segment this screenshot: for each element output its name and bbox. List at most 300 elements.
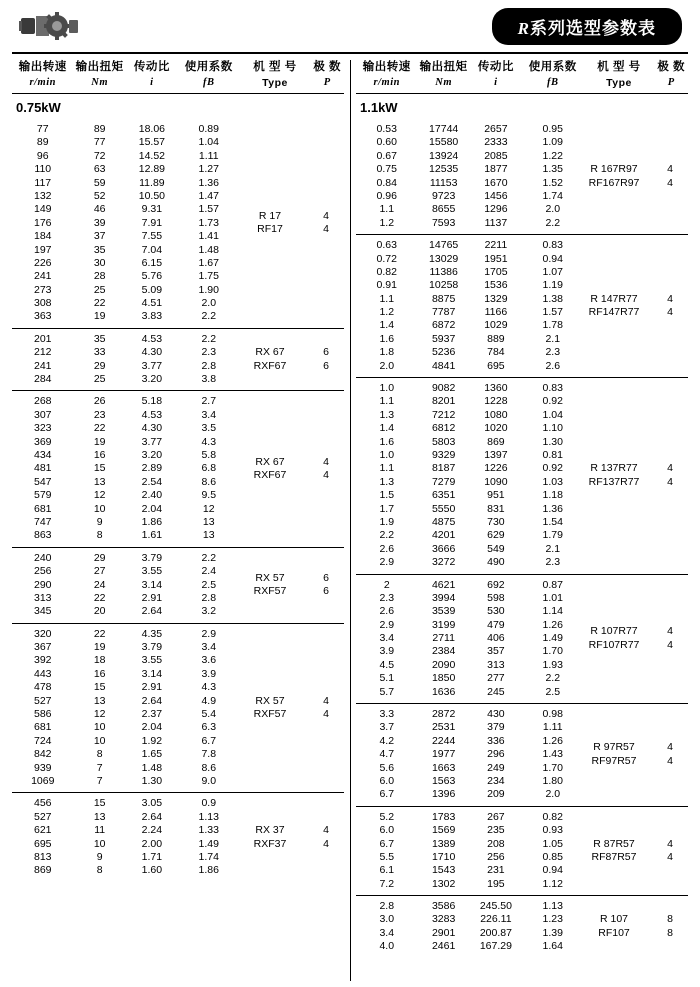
cell-output-speed: 1.5 [379, 489, 395, 502]
cell-ratio: 226.11 [480, 913, 512, 926]
data-block [12, 623, 344, 793]
cell-output-torque: 2461 [431, 940, 456, 953]
cell-output-torque: 25 [93, 373, 106, 386]
cell-service-factor: 1.03 [542, 475, 563, 488]
cell-output-torque: 15 [93, 462, 106, 475]
pole-count-label [652, 163, 688, 190]
cell-output-torque: 1396 [431, 788, 456, 801]
cell-ratio: 245.50 [479, 900, 512, 913]
cell-output-speed: 240 [34, 551, 52, 564]
cell-output-speed: 6.1 [379, 864, 395, 877]
model-type-label [576, 741, 652, 768]
cell-output-speed: 0.67 [376, 149, 397, 162]
cell-output-torque: 9082 [431, 382, 456, 395]
header-service-factor: 使用系数 [528, 61, 577, 73]
cell-output-torque: 15 [93, 797, 106, 810]
cell-output-torque: 22 [93, 591, 106, 604]
cell-output-torque: 9 [96, 850, 103, 863]
cell-service-factor: 4.3 [201, 681, 217, 694]
cell-output-torque: 19 [93, 641, 106, 654]
cell-output-speed: 863 [34, 529, 52, 542]
cell-service-factor: 1.70 [542, 761, 563, 774]
cell-service-factor: 2.2 [545, 216, 561, 229]
pole-count-line: 4 [323, 455, 329, 468]
cell-output-speed: 89 [36, 136, 49, 149]
cell-service-factor: 2.2 [545, 672, 561, 685]
model-type-line: RX 67 [255, 455, 285, 468]
unit-fb: fB [203, 77, 215, 88]
model-type-line: RXF57 [253, 585, 287, 598]
cell-output-speed: 579 [34, 489, 52, 502]
cell-ratio: 1.48 [141, 761, 163, 774]
cell-ratio: 869 [487, 435, 505, 448]
cell-ratio: 2.89 [141, 462, 163, 475]
left-power-rating: 0.75kW [16, 100, 61, 115]
pole-count-line: 4 [323, 837, 329, 850]
block-model-info [232, 329, 344, 391]
cell-service-factor: 2.7 [201, 395, 217, 408]
cell-output-torque: 10258 [429, 279, 459, 292]
header-model: 机 型 号 [597, 61, 641, 73]
cell-ratio: 1.71 [141, 850, 163, 863]
cell-output-speed: 939 [34, 761, 52, 774]
unit-nm: Nm [435, 77, 453, 88]
pole-count-line: 4 [323, 469, 329, 482]
cell-ratio: 1536 [484, 279, 508, 292]
cell-output-torque: 6872 [431, 319, 456, 332]
cell-ratio: 2.64 [141, 605, 163, 618]
cell-output-speed: 1.1 [379, 292, 395, 305]
cell-output-speed: 6.7 [379, 788, 395, 801]
cell-service-factor: 0.83 [542, 382, 563, 395]
cell-output-speed: 724 [34, 734, 52, 747]
data-block [12, 328, 344, 391]
cell-service-factor: 1.26 [542, 618, 563, 631]
cell-output-torque: 52 [93, 189, 106, 202]
cell-output-torque: 18 [93, 654, 106, 667]
unit-i: i [494, 77, 498, 88]
model-type-label [576, 163, 652, 190]
cell-ratio: 18.06 [138, 123, 166, 135]
cell-output-torque: 8 [96, 529, 103, 542]
model-type-line: R 147R77 [590, 292, 638, 305]
cell-output-torque: 5803 [431, 435, 456, 448]
cell-service-factor: 2.8 [201, 591, 217, 604]
pole-count-line: 6 [323, 359, 329, 372]
model-type-label [232, 210, 308, 237]
cell-output-torque: 59 [93, 176, 106, 189]
cell-service-factor: 3.6 [201, 654, 217, 667]
cell-service-factor: 1.05 [542, 837, 563, 850]
cell-ratio: 3.77 [141, 435, 163, 448]
model-type-line: R 167R97 [590, 163, 638, 176]
cell-service-factor: 0.85 [542, 850, 563, 863]
unit-rpm: r/min [29, 77, 56, 88]
cell-ratio: 1029 [484, 319, 508, 332]
cell-output-speed: 367 [34, 641, 52, 654]
cell-service-factor: 9.0 [201, 774, 217, 787]
cell-ratio: 2.64 [141, 810, 163, 823]
cell-ratio: 2211 [484, 239, 508, 252]
cell-output-torque: 10 [93, 837, 106, 850]
column-divider [350, 60, 351, 981]
cell-ratio: 234 [487, 774, 505, 787]
model-type-line: R 107R77 [590, 625, 638, 638]
cell-output-torque: 4621 [431, 578, 456, 591]
model-type-label [576, 293, 652, 320]
cell-service-factor: 1.11 [542, 721, 563, 734]
cell-service-factor: 8.6 [201, 475, 217, 488]
cell-output-speed: 5.5 [379, 850, 395, 863]
cell-ratio: 2657 [484, 123, 508, 135]
cell-ratio: 1020 [484, 422, 508, 435]
pole-count-line: 4 [667, 462, 673, 475]
cell-ratio: 7.91 [141, 216, 163, 229]
cell-ratio: 15.57 [138, 136, 166, 149]
data-block [12, 792, 344, 881]
cell-service-factor: 1.10 [542, 422, 563, 435]
cell-ratio: 2.40 [141, 489, 163, 502]
pole-count-line: 6 [323, 346, 329, 359]
cell-ratio: 1.65 [141, 748, 163, 761]
cell-ratio: 5.76 [141, 270, 163, 283]
cell-output-torque: 8 [96, 864, 103, 877]
cell-output-speed: 2.6 [379, 605, 395, 618]
cell-service-factor: 3.5 [201, 422, 217, 435]
model-type-label [232, 824, 308, 851]
model-type-line: RF167R97 [588, 176, 640, 189]
cell-output-speed: 313 [34, 591, 52, 604]
cell-output-speed: 1.3 [379, 475, 395, 488]
cell-output-torque: 29 [93, 359, 106, 372]
cell-service-factor: 1.19 [542, 279, 563, 292]
cell-service-factor: 1.78 [542, 319, 563, 332]
cell-ratio: 2333 [484, 136, 508, 149]
cell-service-factor: 13 [202, 515, 215, 528]
cell-output-speed: 1.1 [379, 203, 395, 216]
block-model-info [232, 624, 344, 793]
model-type-label [576, 838, 652, 865]
cell-ratio: 479 [487, 618, 505, 631]
header-divider [12, 52, 688, 54]
cell-output-torque: 8875 [431, 292, 456, 305]
cell-output-torque: 13029 [429, 252, 459, 265]
model-type-label [576, 913, 652, 940]
cell-ratio: 4.53 [141, 332, 163, 345]
model-type-line: RF107 [598, 926, 630, 939]
cell-ratio: 12.89 [138, 163, 166, 176]
cell-output-speed: 2.6 [379, 542, 395, 555]
cell-output-torque: 9 [96, 515, 103, 528]
cell-ratio: 3.05 [141, 797, 163, 810]
cell-service-factor: 0.92 [542, 395, 563, 408]
cell-output-speed: 681 [34, 502, 52, 515]
cell-output-torque: 5236 [431, 346, 456, 359]
data-block [356, 895, 688, 958]
model-type-line: R 97R57 [593, 741, 635, 754]
cell-output-torque: 12 [93, 489, 106, 502]
cell-service-factor: 2.9 [201, 627, 217, 640]
cell-output-torque: 3666 [431, 542, 456, 555]
cell-service-factor: 1.49 [198, 837, 219, 850]
cell-service-factor: 3.4 [201, 408, 217, 421]
cell-output-speed: 2.2 [379, 529, 395, 542]
cell-output-speed: 2.0 [379, 359, 395, 372]
cell-service-factor: 1.80 [542, 774, 563, 787]
unit-rpm: r/min [373, 77, 400, 88]
cell-output-torque: 1977 [431, 748, 456, 761]
cell-service-factor: 1.57 [198, 203, 219, 216]
block-model-info [232, 548, 344, 623]
cell-output-torque: 2090 [431, 658, 456, 671]
cell-service-factor: 0.93 [542, 824, 563, 837]
pole-count-label [308, 210, 344, 237]
cell-service-factor: 2.1 [545, 332, 561, 345]
pole-count-label [308, 456, 344, 483]
cell-service-factor: 1.13 [542, 900, 563, 913]
cell-output-speed: 3.7 [379, 721, 395, 734]
cell-output-speed: 2.9 [379, 556, 395, 569]
cell-service-factor: 0.82 [542, 810, 563, 823]
model-type-line: RX 67 [255, 346, 285, 359]
cell-ratio: 4.30 [141, 346, 163, 359]
cell-service-factor: 0.87 [542, 578, 563, 591]
cell-ratio: 2.37 [141, 708, 163, 721]
cell-service-factor: 1.74 [542, 189, 563, 202]
cell-output-torque: 22 [93, 422, 106, 435]
cell-ratio: 208 [487, 837, 505, 850]
cell-output-torque: 29 [93, 551, 106, 564]
model-type-label [232, 346, 308, 373]
cell-output-speed: 1069 [31, 774, 55, 787]
cell-service-factor: 1.18 [542, 489, 563, 502]
cell-output-torque: 8655 [431, 203, 456, 216]
cell-service-factor: 1.07 [542, 265, 563, 278]
pole-count-line: 4 [323, 694, 329, 707]
cell-output-torque: 2901 [431, 926, 456, 939]
cell-output-torque: 35 [93, 243, 106, 256]
cell-ratio: 1226 [484, 462, 508, 475]
model-type-label [576, 462, 652, 489]
cell-output-torque: 1543 [431, 864, 456, 877]
cell-service-factor: 6.7 [201, 734, 217, 747]
cell-ratio: 235 [487, 824, 505, 837]
cell-output-torque: 3199 [431, 618, 456, 631]
data-block [356, 806, 688, 895]
pole-count-line: 4 [667, 837, 673, 850]
cell-output-speed: 681 [34, 721, 52, 734]
cell-output-speed: 481 [34, 462, 52, 475]
model-type-line: R 17 [258, 210, 282, 223]
cell-output-speed: 284 [34, 373, 52, 386]
cell-output-torque: 10 [93, 502, 106, 515]
cell-output-torque: 15580 [429, 136, 459, 149]
cell-output-torque: 20 [93, 605, 106, 618]
cell-service-factor: 1.30 [542, 435, 563, 448]
cell-output-torque: 2711 [432, 632, 455, 645]
unit-fb: fB [547, 77, 559, 88]
cell-service-factor: 1.79 [542, 529, 563, 542]
cell-output-speed: 6.0 [379, 774, 395, 787]
cell-service-factor: 1.35 [542, 163, 563, 176]
model-type-line: RF107R77 [588, 638, 640, 651]
block-model-info [576, 235, 688, 377]
cell-ratio: 14.52 [138, 149, 166, 162]
cell-output-torque: 17744 [429, 123, 459, 135]
header-output-torque: 输出扭矩 [419, 61, 468, 73]
cell-service-factor: 2.5 [201, 578, 217, 591]
cell-output-torque: 11 [94, 824, 106, 837]
cell-service-factor: 2.3 [545, 556, 561, 569]
cell-output-speed: 2.9 [379, 618, 395, 631]
cell-output-torque: 1563 [431, 774, 456, 787]
cell-service-factor: 1.38 [542, 292, 563, 305]
cell-output-torque: 7593 [431, 216, 456, 229]
cell-service-factor: 1.57 [542, 306, 563, 319]
cell-service-factor: 0.92 [542, 462, 563, 475]
pole-count-line: 6 [323, 585, 329, 598]
header-ratio: 传动比 [133, 61, 170, 73]
cell-service-factor: 13 [202, 529, 215, 542]
cell-output-speed: 0.91 [376, 279, 397, 292]
cell-output-speed: 3.4 [379, 926, 395, 939]
cell-output-speed: 842 [34, 748, 52, 761]
cell-output-speed: 0.63 [376, 239, 397, 252]
cell-ratio: 3.14 [141, 578, 163, 591]
cell-output-torque: 24 [93, 578, 106, 591]
cell-output-torque: 1636 [431, 685, 456, 698]
cell-service-factor: 1.47 [198, 189, 219, 202]
cell-output-torque: 1569 [431, 824, 456, 837]
cell-ratio: 3.20 [141, 373, 163, 386]
cell-service-factor: 2.2 [201, 310, 217, 323]
cell-ratio: 1296 [484, 203, 508, 216]
cell-output-speed: 5.7 [379, 685, 395, 698]
cell-output-torque: 2872 [431, 708, 456, 721]
cell-output-speed: 0.84 [376, 176, 397, 189]
cell-output-torque: 2384 [431, 645, 456, 658]
cell-ratio: 784 [487, 346, 505, 359]
pole-count-line: 4 [667, 754, 673, 767]
cell-ratio: 1329 [484, 292, 508, 305]
cell-ratio: 831 [487, 502, 505, 515]
cell-service-factor: 1.75 [198, 270, 219, 283]
cell-output-torque: 1389 [431, 837, 456, 850]
cell-output-torque: 35 [93, 332, 106, 345]
cell-service-factor: 0.94 [542, 864, 563, 877]
title-cn: 系列选型参数表 [530, 18, 656, 39]
cell-ratio: 889 [487, 332, 505, 345]
cell-output-torque: 27 [93, 565, 106, 578]
cell-output-speed: 197 [34, 243, 52, 256]
pole-count-label [652, 462, 688, 489]
model-type-line: RX 57 [255, 571, 285, 584]
cell-output-torque: 13 [93, 810, 106, 823]
cell-ratio: 4.53 [141, 408, 163, 421]
header-poles: 极 数 [657, 61, 686, 73]
cell-service-factor: 3.9 [201, 667, 217, 680]
cell-output-torque: 39 [93, 216, 106, 229]
cell-output-speed: 290 [34, 578, 52, 591]
cell-ratio: 1228 [484, 395, 508, 408]
cell-output-torque: 37 [93, 230, 106, 243]
model-type-label [576, 625, 652, 652]
page-title [492, 8, 682, 45]
cell-service-factor: 9.5 [201, 489, 217, 502]
cell-output-speed: 0.96 [376, 189, 397, 202]
block-model-info [232, 793, 344, 881]
cell-ratio: 2085 [484, 149, 508, 162]
cell-ratio: 3.55 [141, 565, 163, 578]
data-block [12, 119, 344, 328]
cell-service-factor: 1.90 [198, 283, 219, 296]
cell-output-speed: 1.4 [379, 319, 395, 332]
cell-output-speed: 3.3 [379, 708, 395, 721]
right-column-header [356, 58, 688, 94]
cell-ratio: 1.61 [141, 529, 163, 542]
cell-ratio: 2.04 [141, 721, 163, 734]
header-output-speed: 输出转速 [18, 61, 67, 73]
cell-service-factor: 1.27 [198, 163, 219, 176]
cell-ratio: 167.29 [479, 940, 512, 953]
pole-count-line: 4 [667, 163, 673, 176]
cell-ratio: 3.79 [141, 551, 163, 564]
cell-ratio: 4.51 [141, 297, 163, 310]
cell-service-factor: 4.9 [201, 694, 217, 707]
cell-ratio: 1137 [484, 216, 508, 229]
cell-output-torque: 1710 [431, 850, 456, 863]
cell-output-torque: 28 [93, 270, 106, 283]
cell-service-factor: 3.8 [201, 373, 217, 386]
cell-ratio: 695 [487, 359, 505, 372]
cell-service-factor: 1.49 [542, 632, 563, 645]
cell-service-factor: 1.36 [198, 176, 219, 189]
cell-ratio: 1951 [484, 252, 508, 265]
cell-output-torque: 3994 [431, 591, 456, 604]
cell-ratio: 245 [487, 685, 505, 698]
cell-output-speed: 478 [34, 681, 52, 694]
model-type-line: RF147R77 [588, 306, 640, 319]
cell-output-torque: 77 [93, 136, 106, 149]
cell-service-factor: 2.8 [201, 359, 217, 372]
cell-output-torque: 3539 [431, 605, 456, 618]
cell-output-torque: 25 [93, 283, 106, 296]
cell-output-torque: 30 [93, 256, 106, 269]
pole-count-label [652, 913, 688, 940]
cell-service-factor: 4.3 [201, 435, 217, 448]
cell-output-torque: 1302 [431, 877, 456, 890]
cell-service-factor: 0.94 [542, 252, 563, 265]
cell-ratio: 5.18 [141, 395, 163, 408]
cell-output-speed: 1.2 [379, 306, 395, 319]
cell-service-factor: 1.26 [542, 734, 563, 747]
cell-ratio: 9.31 [141, 203, 163, 216]
cell-service-factor: 2.1 [545, 542, 561, 555]
cell-output-torque: 63 [93, 163, 106, 176]
cell-output-torque: 12 [93, 708, 106, 721]
cell-ratio: 7.04 [141, 243, 163, 256]
data-block [12, 390, 344, 546]
cell-ratio: 406 [487, 632, 505, 645]
left-column-header [12, 58, 344, 94]
cell-output-torque: 4875 [431, 515, 456, 528]
cell-output-speed: 621 [34, 824, 52, 837]
cell-output-torque: 26 [93, 395, 106, 408]
cell-service-factor: 0.9 [201, 797, 217, 810]
cell-ratio: 256 [487, 850, 505, 863]
block-model-info [576, 575, 688, 704]
pole-count-line: 4 [667, 176, 673, 189]
